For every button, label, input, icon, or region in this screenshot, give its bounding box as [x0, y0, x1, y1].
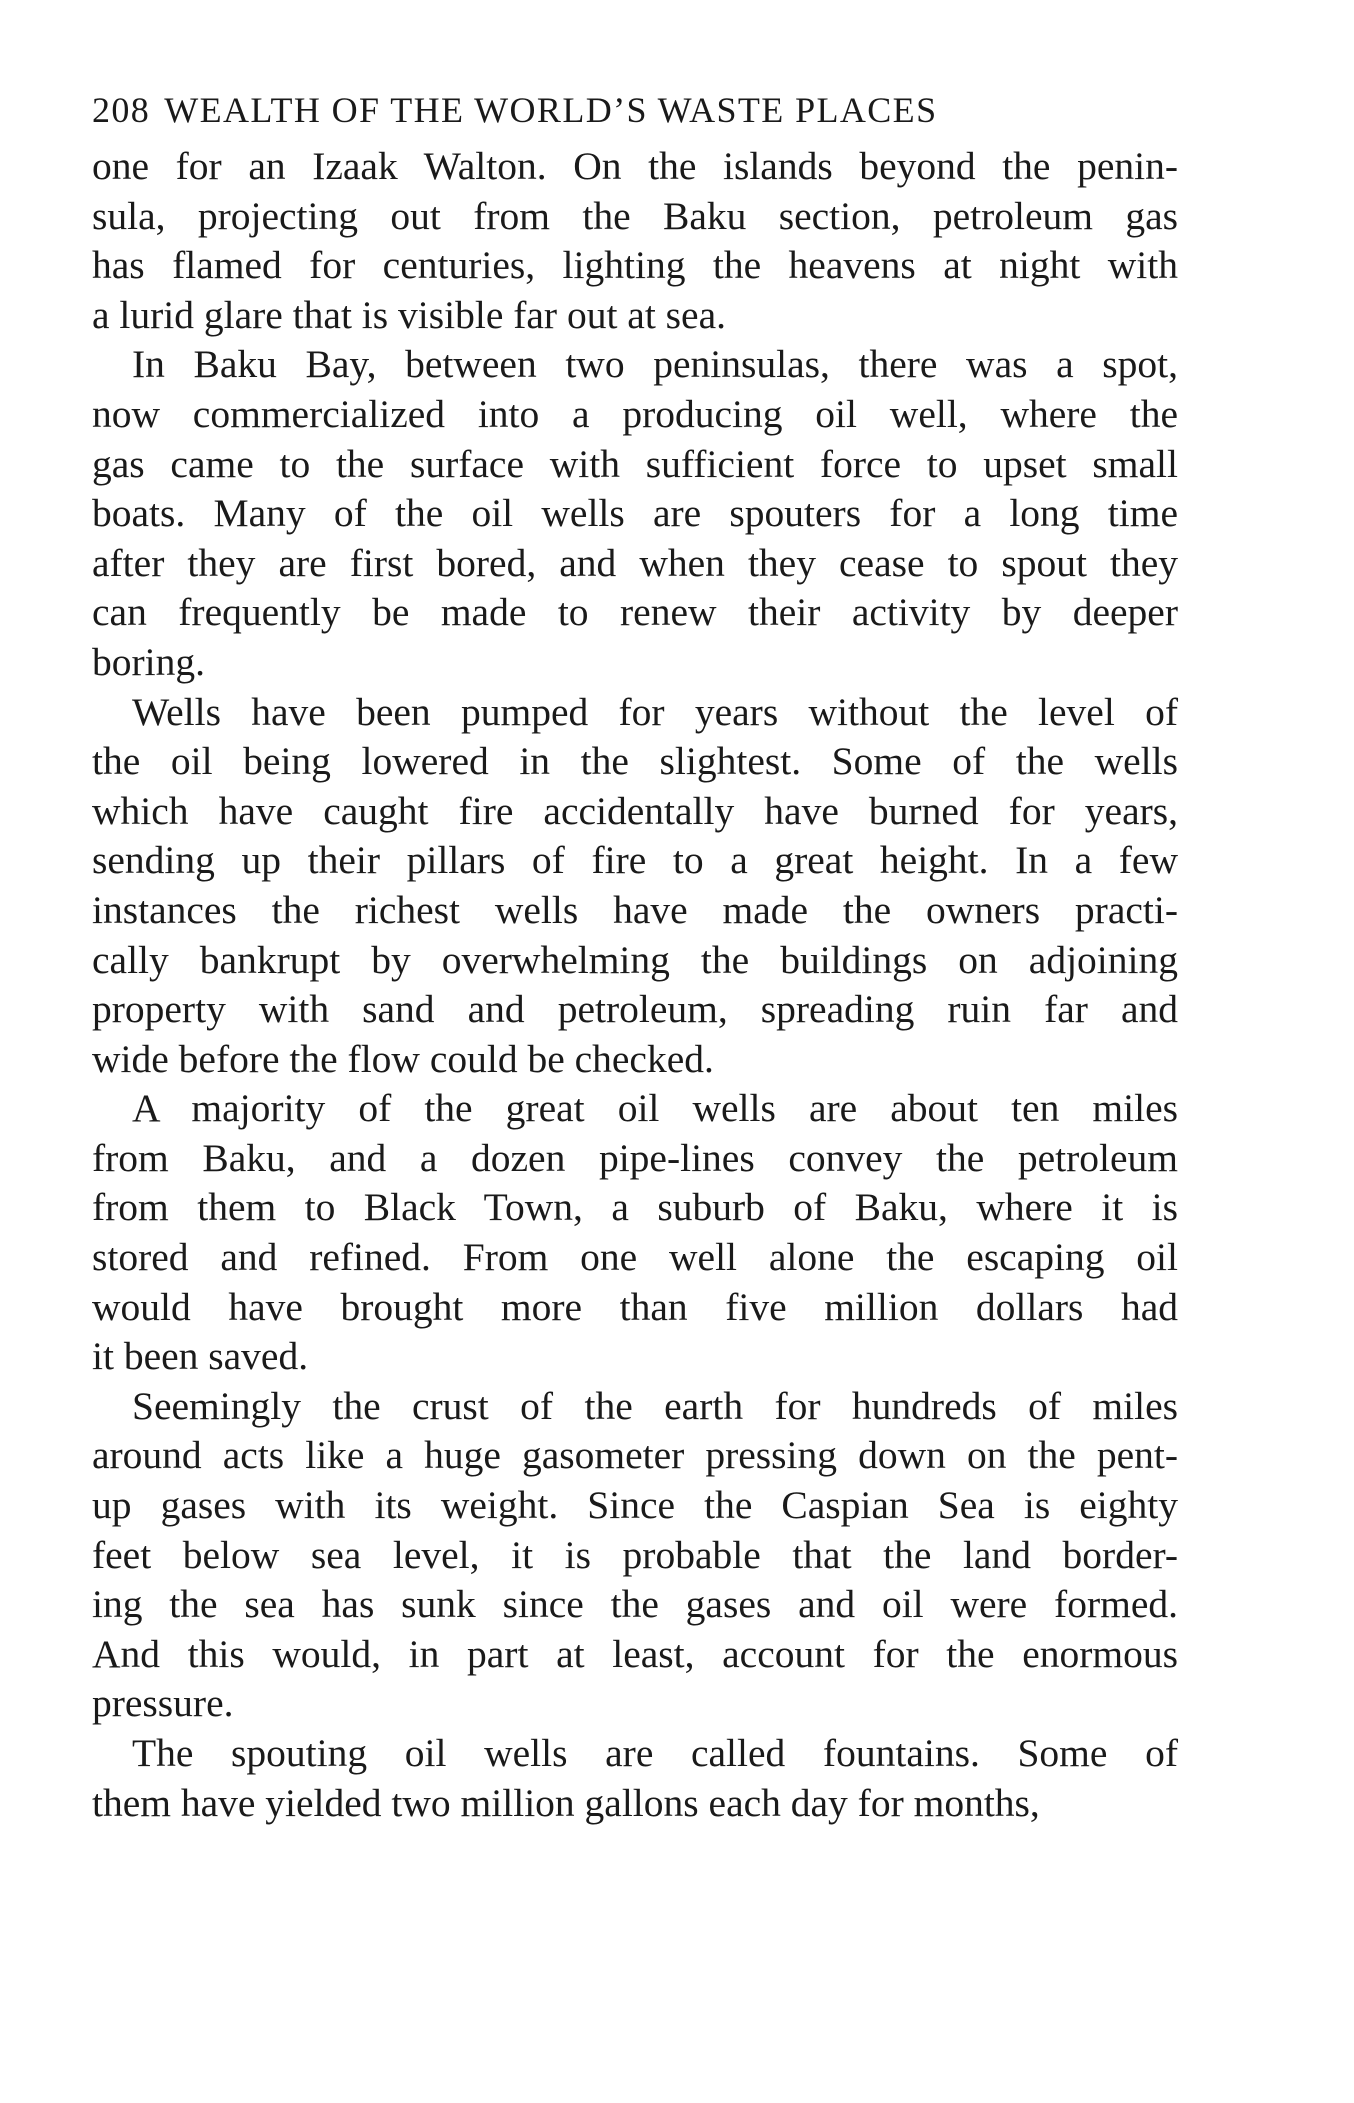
paragraph	[92, 688, 1178, 1085]
text-line: A majority of the great oil wells are about ten miles	[132, 1086, 1178, 1131]
text-line: it been saved.	[92, 1334, 309, 1379]
text-line: pressure.	[92, 1681, 234, 1726]
text-line: around acts like a huge gasometer pressing down on the pent-	[92, 1433, 1178, 1478]
text-line: Wells have been pumped for years without the level of	[132, 689, 1178, 734]
text-line: the oil being lowered in the slightest. Some of the wells	[92, 739, 1178, 784]
text-line: one for an Izaak Walton. On the islands beyond the penin-	[92, 144, 1178, 188]
paragraph	[92, 1084, 1178, 1382]
text-line: would have brought more than five million dollars had	[92, 1284, 1178, 1329]
text-line: In Baku Bay, between two peninsulas, there was a spot,	[132, 342, 1178, 387]
body-text	[92, 142, 1178, 1828]
text-line: Seemingly the crust of the earth for hundreds of miles	[132, 1383, 1178, 1428]
text-line: sula, projecting out from the Baku section, petroleum gas	[92, 193, 1178, 238]
text-line: feet below sea level, it is probable that the land border-	[92, 1532, 1178, 1577]
text-line: after they are first bored, and when they cease to spout they	[92, 540, 1178, 585]
text-line: them have yielded two million gallons each day for months,	[92, 1780, 1040, 1825]
text-line: a lurid glare that is visible far out at sea.	[92, 292, 726, 337]
text-line: boring.	[92, 639, 206, 684]
text-line: boats. Many of the oil wells are spouters for a long time	[92, 491, 1178, 536]
paragraph	[92, 142, 1178, 340]
text-line: which have caught fire accidentally have burned for years,	[92, 788, 1178, 833]
text-line: cally bankrupt by overwhelming the buildings on adjoining	[92, 937, 1178, 982]
running-head	[92, 88, 1178, 132]
text-line: ing the sea has sunk since the gases and oil were formed.	[92, 1582, 1178, 1627]
text-line: sending up their pillars of fire to a great height. In a few	[92, 838, 1178, 883]
text-line: up gases with its weight. Since the Caspian Sea is eighty	[92, 1483, 1178, 1528]
text-line: has flamed for centuries, lighting the heavens at night with	[92, 243, 1178, 288]
text-line: instances the richest wells have made the owners practi-	[92, 887, 1178, 932]
paragraph	[92, 1729, 1178, 1828]
book-page	[92, 88, 1178, 1828]
text-line: from Baku, and a dozen pipe-lines convey the petroleum	[92, 1135, 1178, 1180]
text-line: wide before the flow could be checked.	[92, 1036, 714, 1081]
text-line: from them to Black Town, a suburb of Baku, where it is	[92, 1185, 1178, 1230]
paragraph	[92, 340, 1178, 687]
running-title: WEALTH OF THE WORLD’S WASTE PLACES	[164, 90, 938, 130]
text-line: property with sand and petroleum, spreading ruin far and	[92, 987, 1178, 1032]
text-line: can frequently be made to renew their activity by deeper	[92, 590, 1178, 635]
text-line: The spouting oil wells are called fountains. Some of	[132, 1731, 1178, 1775]
text-line: stored and refined. From one well alone the escaping oil	[92, 1235, 1178, 1280]
paragraph	[92, 1382, 1178, 1729]
text-line: now commercialized into a producing oil well, where the	[92, 391, 1178, 436]
page-number: 208	[92, 90, 151, 130]
text-line: gas came to the surface with sufficient force to upset small	[92, 441, 1178, 486]
text-line: And this would, in part at least, account for the enormous	[92, 1631, 1178, 1676]
